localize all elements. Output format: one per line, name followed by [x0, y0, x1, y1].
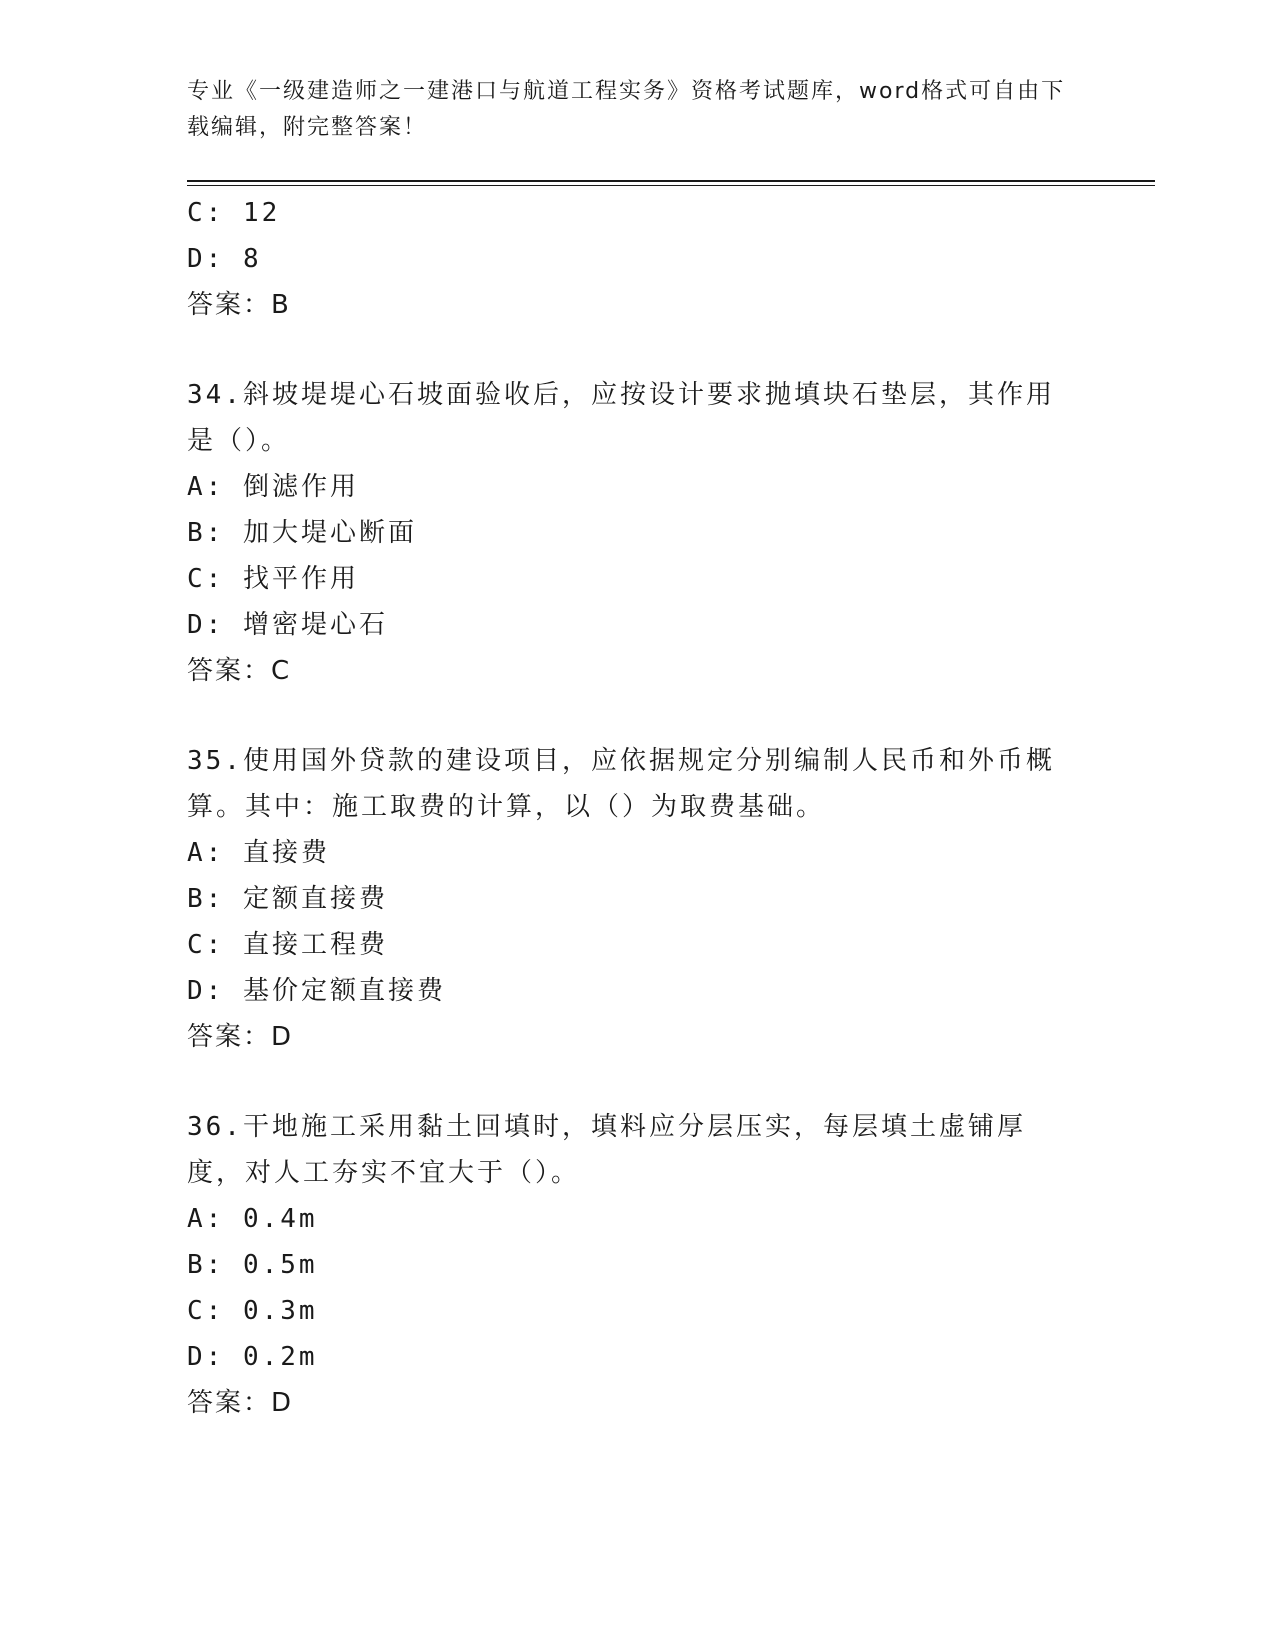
document-body [187, 190, 1087, 1426]
answer-line: 答案：D [187, 1022, 294, 1052]
option-a: A: 倒滤作用 [187, 472, 359, 502]
option-a: A: 0.4m [187, 1204, 318, 1234]
question-block [187, 1104, 1087, 1426]
option-d: D: 基价定额直接费 [187, 976, 446, 1006]
question-block [187, 738, 1087, 1060]
option-c: C: 直接工程费 [187, 930, 388, 960]
option-c: C: 0.3m [187, 1296, 318, 1326]
option-b: B: 定额直接费 [187, 884, 388, 914]
option-b: B: 加大堤心断面 [187, 518, 417, 548]
answer-line: 答案：C [187, 656, 292, 686]
header-rule-thick [187, 180, 1155, 182]
question-block [187, 372, 1087, 694]
question-stem: 34.斜坡堤堤心石坡面验收后，应按设计要求抛填块石垫层，其作用是（）。 [187, 380, 1055, 456]
answer-line: 答案：D [187, 1388, 294, 1418]
option-d: D: 8 [187, 244, 262, 274]
header-rule-thin [187, 185, 1155, 186]
option-b: B: 0.5m [187, 1250, 318, 1280]
question-stem: 35.使用国外贷款的建设项目，应依据规定分别编制人民币和外币概算。其中：施工取费的计算，以（）为取费基础。 [187, 746, 1055, 822]
option-d: D: 0.2m [187, 1342, 318, 1372]
option-d: D: 增密堤心石 [187, 610, 388, 640]
question-stem: 36.干地施工采用黏土回填时，填料应分层压实，每层填土虚铺厚度，对人工夯实不宜大于（）。 [187, 1112, 1026, 1188]
answer-line: 答案：B [187, 290, 291, 320]
option-c: C: 12 [187, 198, 281, 228]
option-a: A: 直接费 [187, 838, 330, 868]
document-header: 专业《一级建造师之一建港口与航道工程实务》资格考试题库，word格式可自由下载编辑，附完整答案！ [187, 79, 1066, 140]
option-c: C: 找平作用 [187, 564, 359, 594]
previous-question-tail [187, 190, 1087, 328]
